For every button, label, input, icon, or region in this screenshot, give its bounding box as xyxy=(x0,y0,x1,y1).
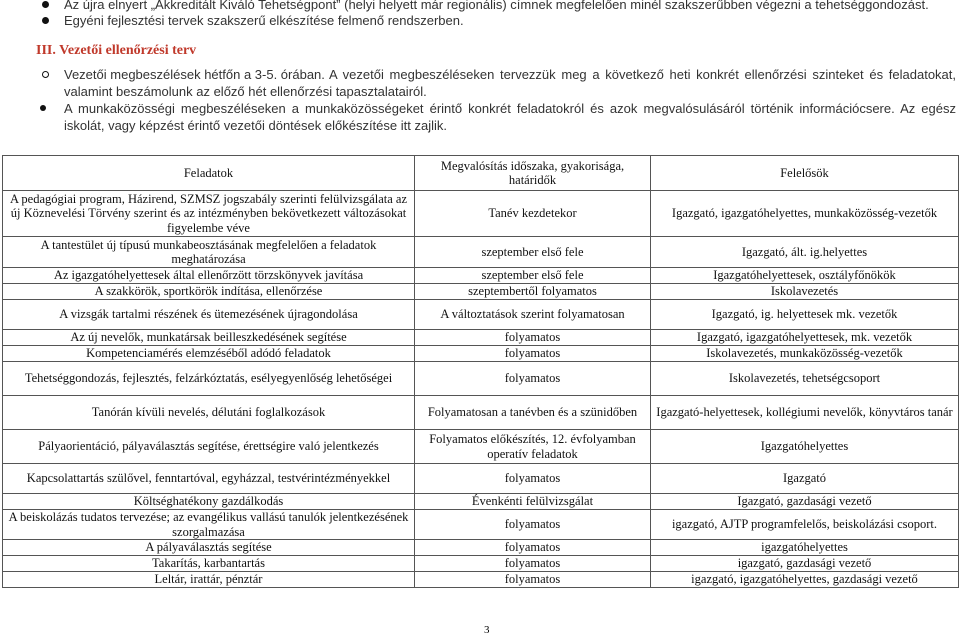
task-cell: A tantestület új típusú munkabeosztásának megfelelően a feladatok meghatározása xyxy=(3,237,415,268)
task-cell: Költséghatékony gazdálkodás xyxy=(3,494,415,510)
task-cell: Az igazgatóhelyettesek által ellenőrzött törzskönyvek javítása xyxy=(3,268,415,284)
table-row xyxy=(3,572,959,588)
responsible-cell: igazgató, igazgatóhelyettes, gazdasági vezető xyxy=(651,572,959,588)
schedule-cell: Évenkénti felülvizsgálat xyxy=(415,494,651,510)
table-row xyxy=(3,510,959,540)
section-paragraph-2: A munkaközösségi megbeszéléseken a munkaközösségeket érintő konkrét feladatokról és azok megvalósulásáról történik információcsere. Az egész iskolát, vagy képzést érintő vezetői döntések előkészítése itt zajlik. xyxy=(64,100,956,134)
responsible-cell: Igazgató, igazgatóhelyettes, munkaközösség-vezetők xyxy=(651,191,959,237)
table-row xyxy=(3,362,959,396)
table-row xyxy=(3,237,959,268)
responsible-cell: Igazgató, gazdasági vezető xyxy=(651,494,959,510)
page-number: 3 xyxy=(484,624,490,636)
task-cell: A pedagógiai program, Házirend, SZMSZ jogszabály szerinti felülvizsgálata az új Köznevelési Törvény szerint és az intézményben bekövetkezett változásokat figyelembe véve xyxy=(3,191,415,237)
header-tasks: Feladatok xyxy=(3,156,415,191)
task-cell: Takarítás, karbantartás xyxy=(3,556,415,572)
responsible-cell: igazgatóhelyettes xyxy=(651,540,959,556)
task-cell: Tehetséggondozás, fejlesztés, felzárkóztatás, esélyegyenlőség lehetőségei xyxy=(3,362,415,396)
table-row xyxy=(3,300,959,330)
intro-bullet: Egyéni fejlesztési tervek szakszerű elkészítése felmenő rendszerben. xyxy=(64,12,954,29)
schedule-cell: folyamatos xyxy=(415,464,651,494)
schedule-cell: szeptembertől folyamatos xyxy=(415,284,651,300)
schedule-cell: folyamatos xyxy=(415,510,651,540)
table-row xyxy=(3,430,959,464)
responsible-cell: Igazgató, ig. helyettesek mk. vezetők xyxy=(651,300,959,330)
table-row xyxy=(3,330,959,346)
table-row xyxy=(3,494,959,510)
control-plan-table xyxy=(2,155,959,588)
responsible-cell: Igazgató xyxy=(651,464,959,494)
schedule-cell: folyamatos xyxy=(415,346,651,362)
responsible-cell: Igazgatóhelyettesek, osztályfőnökök xyxy=(651,268,959,284)
table-row xyxy=(3,191,959,237)
bullet-icon xyxy=(42,1,49,8)
responsible-cell: Igazgatóhelyettes xyxy=(651,430,959,464)
schedule-cell: szeptember első fele xyxy=(415,268,651,284)
table-row xyxy=(3,268,959,284)
table-row xyxy=(3,396,959,430)
section-heading: III. Vezetői ellenőrzési terv xyxy=(36,43,197,58)
schedule-cell: A változtatások szerint folyamatosan xyxy=(415,300,651,330)
task-cell: Tanórán kívüli nevelés, délutáni foglalkozások xyxy=(3,396,415,430)
responsible-cell: Iskolavezetés, tehetségcsoport xyxy=(651,362,959,396)
table-row xyxy=(3,346,959,362)
schedule-cell: folyamatos xyxy=(415,540,651,556)
schedule-cell: Folyamatos előkészítés, 12. évfolyamban operatív feladatok xyxy=(415,430,651,464)
responsible-cell: igazgató, AJTP programfelelős, beiskolázási csoport. xyxy=(651,510,959,540)
task-cell: Az új nevelők, munkatársak beilleszkedésének segítése xyxy=(3,330,415,346)
schedule-cell: folyamatos xyxy=(415,362,651,396)
responsible-cell: Igazgató, ált. ig.helyettes xyxy=(651,237,959,268)
schedule-cell: Tanév kezdetekor xyxy=(415,191,651,237)
table-header-row xyxy=(3,156,959,191)
task-cell: Pályaorientáció, pályaválasztás segítése, érettségire való jelentkezés xyxy=(3,430,415,464)
table-row xyxy=(3,464,959,494)
task-cell: Leltár, irattár, pénztár xyxy=(3,572,415,588)
section-sub-bullet: Vezetői megbeszélések hétfőn a 3-5. órában. xyxy=(64,66,956,83)
task-cell: Kompetenciamérés elemzéséből adódó feladatok xyxy=(3,346,415,362)
table-row xyxy=(3,556,959,572)
responsible-cell: igazgató, gazdasági vezető xyxy=(651,556,959,572)
table-row xyxy=(3,284,959,300)
bullet-icon xyxy=(42,17,49,24)
responsible-cell: Iskolavezetés, munkaközösség-vezetők xyxy=(651,346,959,362)
task-cell: A beiskolázás tudatos tervezése; az evangélikus vallású tanulók jelentkezésének szorgalmazása xyxy=(3,510,415,540)
header-responsible: Felelősök xyxy=(651,156,959,191)
section-paragraph-1: A vezetői megbeszéléseken tervezzük meg a következő heti konkrét ellenőrzési szinteket és feladatokat, valamint beszámolunk az előző hét ellenőrzési tapasztalatairól. xyxy=(64,67,956,99)
task-cell: Kapcsolattartás szülővel, fenntartóval, egyházzal, testvérintézményekkel xyxy=(3,464,415,494)
responsible-cell: Igazgató-helyettesek, kollégiumi nevelők, könyvtáros tanár xyxy=(651,396,959,430)
task-cell: A szakkörök, sportkörök indítása, ellenőrzése xyxy=(3,284,415,300)
table-row xyxy=(3,540,959,556)
header-schedule: Megvalósítás időszaka, gyakorisága, határidők xyxy=(415,156,651,191)
schedule-cell: Folyamatosan a tanévben és a szünidőben xyxy=(415,396,651,430)
bullet-icon xyxy=(42,71,49,78)
responsible-cell: Igazgató, igazgatóhelyettesek, mk. vezetők xyxy=(651,330,959,346)
bullet-icon xyxy=(40,105,46,111)
schedule-cell: szeptember első fele xyxy=(415,237,651,268)
intro-bullet: Az újra elnyert „Akkreditált Kiváló Tehetségpont” (helyi helyett már regionális) címnek megfelelően minél szakszerűbben végezni a tehetséggondozást. xyxy=(64,0,954,13)
schedule-cell: folyamatos xyxy=(415,556,651,572)
task-cell: A pályaválasztás segítése xyxy=(3,540,415,556)
responsible-cell: Iskolavezetés xyxy=(651,284,959,300)
schedule-cell: folyamatos xyxy=(415,330,651,346)
task-cell: A vizsgák tartalmi részének és ütemezésének újragondolása xyxy=(3,300,415,330)
schedule-cell: folyamatos xyxy=(415,572,651,588)
